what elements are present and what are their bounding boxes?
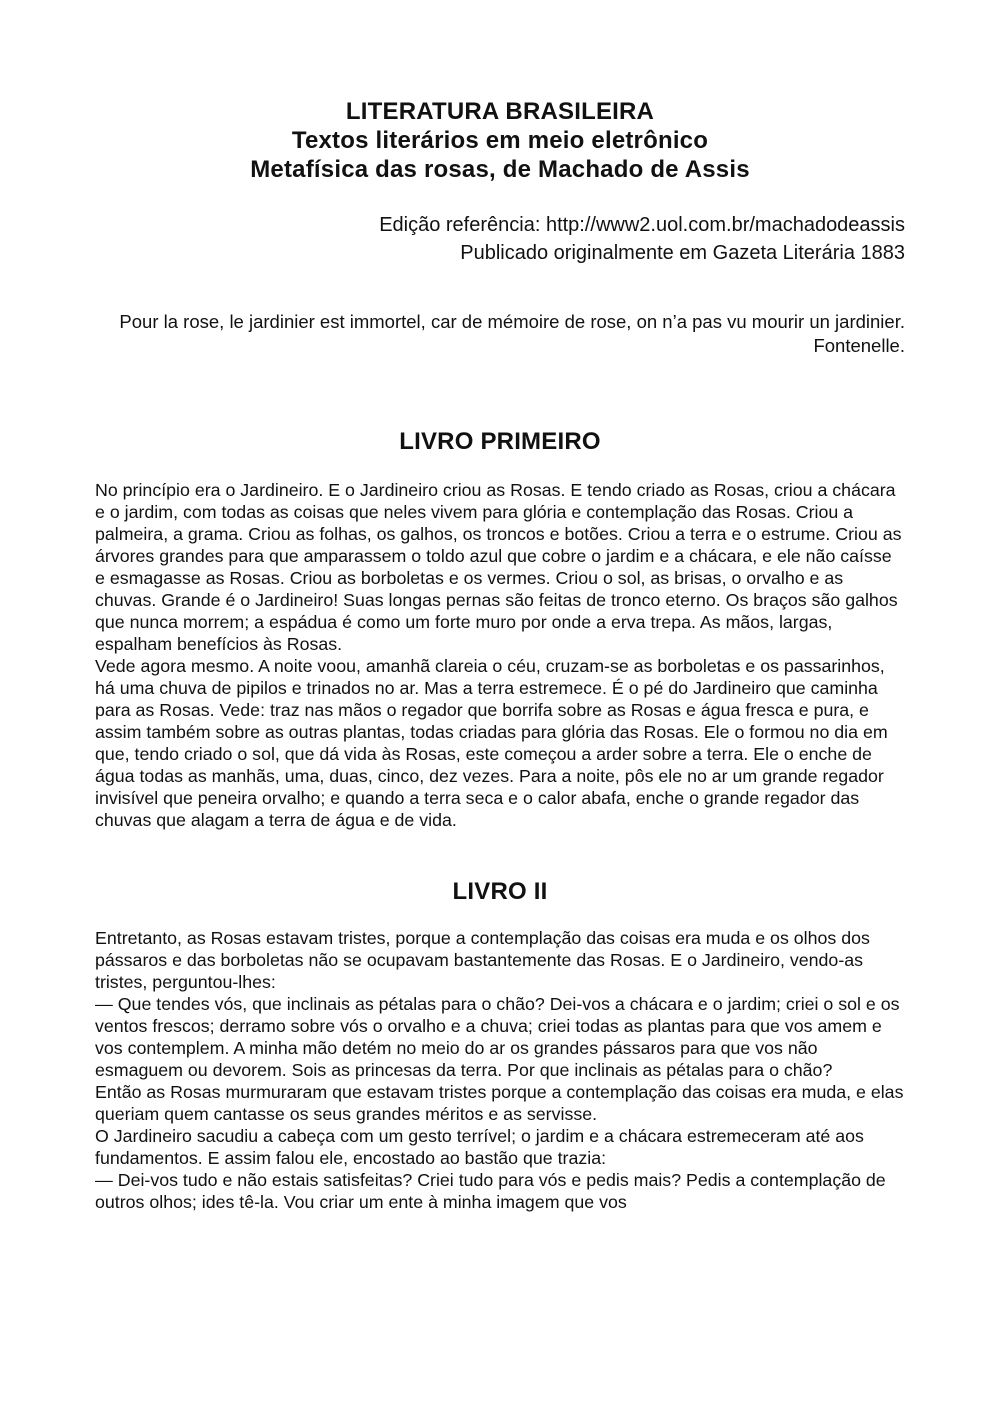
paragraph-livro-ii-5: — Dei-vos tudo e não estais satisfeitas? Criei tudo para vós e pedis mais? Pedis a contemplação de outros olhos; ides tê-la. Vou criar um ente à minha imagem que vos	[95, 1170, 886, 1212]
section-heading-livro-ii: LIVRO II	[452, 878, 548, 905]
publication-line: Publicado originalmente em Gazeta Literária 1883	[460, 242, 905, 264]
edition-reference-line: Edição referência: http://www2.uol.com.br/machadodeassis	[379, 214, 905, 236]
document-title-block	[95, 97, 905, 184]
paragraph-livro-ii-3: Então as Rosas murmuraram que estavam tristes porque a contemplação das coisas era muda, e elas queriam quem cantasse os seus grandes méritos e as servisse.	[95, 1082, 904, 1124]
title-line-3: Metafísica das rosas, de Machado de Assis	[250, 156, 750, 183]
paragraph-livro-ii-2: — Que tendes vós, que inclinais as pétalas para o chão? Dei-vos a chácara e o jardim; criei o sol e os ventos frescos; derramo sobre vós o orvalho e a chuva; criei todas as plantas para que vos amem e vos contemplem. A minha mão detém no meio do ar os grandes pássaros para que vos não esmaguem ou devorem. Sois as princesas da terra. Por que inclinais as pétalas para o chão?	[95, 994, 900, 1080]
paragraph-livro-ii-4: O Jardineiro sacudiu a cabeça com um gesto terrível; o jardim e a chácara estremeceram até aos fundamentos. E assim falou ele, encostado ao bastão que trazia:	[95, 1126, 864, 1168]
section-heading-livro-primeiro: LIVRO PRIMEIRO	[399, 428, 601, 455]
title-line-1: LITERATURA BRASILEIRA	[345, 98, 655, 125]
epigraph-text: Pour la rose, le jardinier est immortel, car de mémoire de rose, on n’a pas vu mourir un jardinier.	[119, 311, 905, 332]
edition-reference-block	[95, 211, 905, 267]
paragraph-livro-ii-1: Entretanto, as Rosas estavam tristes, porque a contemplação das coisas era muda e os olhos dos pássaros e das borboletas não se ocupavam bastantemente das Rosas. E o Jardineiro, vendo-as tristes, perguntou-lhes:	[95, 928, 870, 992]
epigraph-attribution: Fontenelle.	[813, 334, 905, 356]
epigraph	[95, 310, 905, 357]
paragraph-livro-primeiro-2: Vede agora mesmo. A noite voou, amanhã clareia o céu, cruzam-se as borboletas e os passarinhos, há uma chuva de pipilos e trinados no ar. Mas a terra estremece. É o pé do Jardineiro que caminha para as Rosas. Vede: traz nas mãos o regador que borrifa sobre as Rosas e água fresca e pura, e assim também sobre as outras plantas, todas criadas para glória das Rosas. Ele o formou no dia em que, tendo criado o sol, que dá vida às Rosas, este começou a arder sobre a terra. Ele o enche de água todas as manhãs, uma, duas, cinco, dez vezes. Para a noite, pôs ele no ar um grande regador invisível que peneira orvalho; e quando a terra seca e o calor abafa, enche o grande regador das chuvas que alagam a terra de água e de vida.	[95, 656, 888, 830]
paragraph-livro-primeiro-1: No princípio era o Jardineiro. E o Jardineiro criou as Rosas. E tendo criado as Rosas, criou a chácara e o jardim, com todas as coisas que neles vivem para glória e contemplação das Rosas. Criou a palmeira, a grama. Criou as folhas, os galhos, os troncos e botões. Criou a terra e o estrume. Criou as árvores grandes para que amparassem o toldo azul que cobre o jardim e a chácara, e ele não caísse e esmagasse as Rosas. Criou as borboletas e os vermes. Criou o sol, as brisas, o orvalho e as chuvas. Grande é o Jardineiro! Suas longas pernas são feitas de tronco eterno. Os braços são galhos que nunca morrem; a espádua é como um forte muro por onde a erva trepa. As mãos, largas, espalham benefícios às Rosas.	[95, 480, 902, 654]
title-line-2: Textos literários em meio eletrônico	[291, 127, 709, 154]
